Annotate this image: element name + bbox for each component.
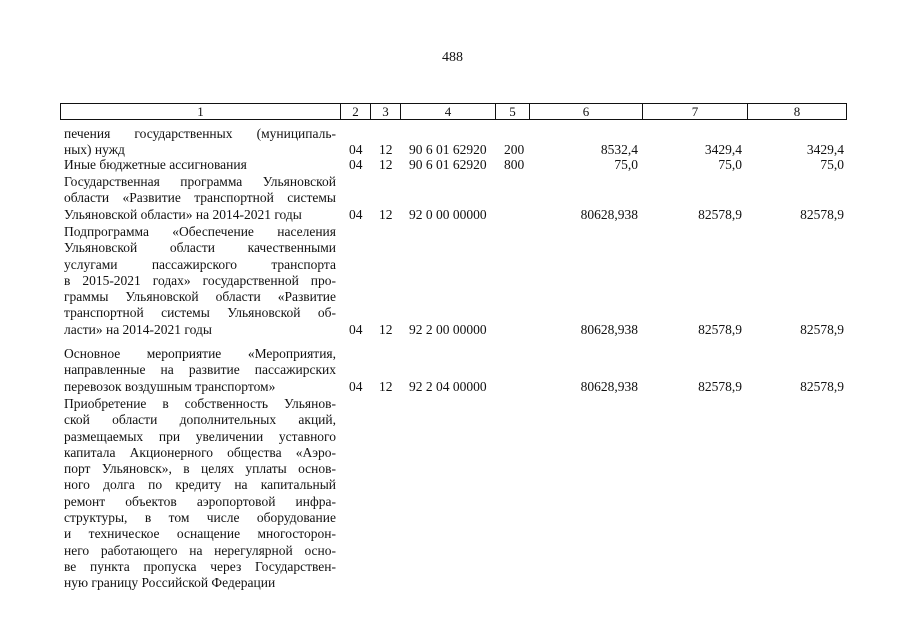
description-line: области «Развитие транспортной системы: [64, 190, 336, 206]
description-line: ремонт объектов аэропортовой инфра-: [64, 493, 336, 509]
cell-col3: 12: [379, 157, 393, 172]
description-line: и техническое оснащение многосторон-: [64, 526, 336, 542]
cell-col6: 75,0: [614, 157, 638, 172]
description-line: Ульяновской области качественными: [64, 240, 336, 256]
description-line: ве пункта пропуска через Государствен-: [64, 558, 336, 574]
description-line: печения государственных (муниципаль-: [64, 126, 336, 141]
cell-col3: 12: [379, 142, 393, 158]
cell-col7: 82578,9: [698, 206, 742, 222]
description-line: капитала Акционерного общества «Аэро-: [64, 444, 336, 460]
cell-col8: 82578,9: [800, 321, 844, 337]
cell-col2: 04: [349, 206, 363, 222]
header-col-2: 2: [341, 104, 371, 119]
cell-col4: 92 2 04 00000: [409, 378, 487, 394]
cell-col5: 800: [504, 157, 525, 172]
description-line: ного долга по кредиту на капитальный: [64, 477, 336, 493]
description-line: транспортной системы Ульяновской об-: [64, 305, 336, 321]
description-line: Подпрограмма «Обеспечение населения: [64, 224, 336, 239]
cell-col7: 82578,9: [698, 321, 742, 337]
cell-col6: 80628,938: [580, 378, 638, 394]
cell-col6: 80628,938: [580, 206, 638, 222]
cell-col6: 80628,938: [580, 321, 638, 337]
cell-col2: 04: [349, 157, 363, 172]
description-line: Иные бюджетные ассигнования: [64, 157, 247, 172]
row-description: [64, 224, 336, 338]
cell-col2: 04: [349, 378, 363, 394]
description-line: ласти» на 2014-2021 годы: [64, 321, 212, 337]
cell-col4: 92 2 00 00000: [409, 321, 487, 337]
cell-col4: 90 6 01 62920: [409, 142, 487, 158]
description-line: структуры, в том числе оборудование: [64, 510, 336, 526]
description-line: ской области дополнительных акций,: [64, 412, 336, 428]
row-description: [64, 126, 336, 159]
header-col-7: 7: [643, 104, 748, 119]
cell-col2: 04: [349, 142, 363, 158]
description-line: Ульяновской области» на 2014-2021 годы: [64, 206, 302, 222]
description-line: услугами пассажирского транспорта: [64, 256, 336, 272]
header-col-8: 8: [793, 104, 801, 119]
cell-col7: 75,0: [718, 157, 742, 172]
cell-col5: 200: [504, 142, 525, 158]
description-line: него работающего на нерегулярной осно-: [64, 542, 336, 558]
description-line: в 2015-2021 годах» государственной про-: [64, 272, 336, 288]
cell-col8: 82578,9: [800, 206, 844, 222]
row-description: [64, 396, 336, 592]
row-description: [64, 157, 336, 173]
header-col-4: 4: [401, 104, 496, 119]
cell-col7: 82578,9: [698, 378, 742, 394]
cell-col3: 12: [379, 206, 393, 222]
cell-col3: 12: [379, 321, 393, 337]
cell-col2: 04: [349, 321, 363, 337]
description-line: Государственная программа Ульяновской: [64, 174, 336, 189]
header-col-3: 3: [371, 104, 401, 119]
cell-col8: 3429,4: [806, 142, 844, 158]
description-line: направленные на развитие пассажирских: [64, 362, 336, 378]
description-line: граммы Ульяновской области «Развитие: [64, 289, 336, 305]
description-line: ных) нужд: [64, 142, 125, 158]
cell-col8: 82578,9: [800, 378, 844, 394]
header-col-1: 1: [61, 104, 341, 119]
description-line: ную границу Российской Федерации: [64, 575, 276, 591]
cell-col6: 8532,4: [600, 142, 638, 158]
cell-col4: 90 6 01 62920: [409, 157, 487, 172]
table-header: [60, 103, 847, 120]
description-line: Основное мероприятие «Мероприятия,: [64, 346, 336, 361]
row-description: [64, 346, 336, 395]
description-line: Приобретение в собственность Ульянов-: [64, 396, 336, 411]
cell-col7: 3429,4: [704, 142, 742, 158]
description-line: перевозок воздушным транспортом»: [64, 378, 276, 394]
description-line: порт Ульяновск», в целях уплаты основ-: [64, 461, 336, 477]
page-number: 488: [442, 50, 463, 65]
description-line: размещаемых при увеличении уставного: [64, 428, 336, 444]
cell-col3: 12: [379, 378, 393, 394]
cell-col4: 92 0 00 00000: [409, 206, 487, 222]
row-description: [64, 174, 336, 223]
header-col-5: 5: [496, 104, 530, 119]
cell-col8: 75,0: [820, 157, 844, 172]
header-col-6: 6: [530, 104, 643, 119]
